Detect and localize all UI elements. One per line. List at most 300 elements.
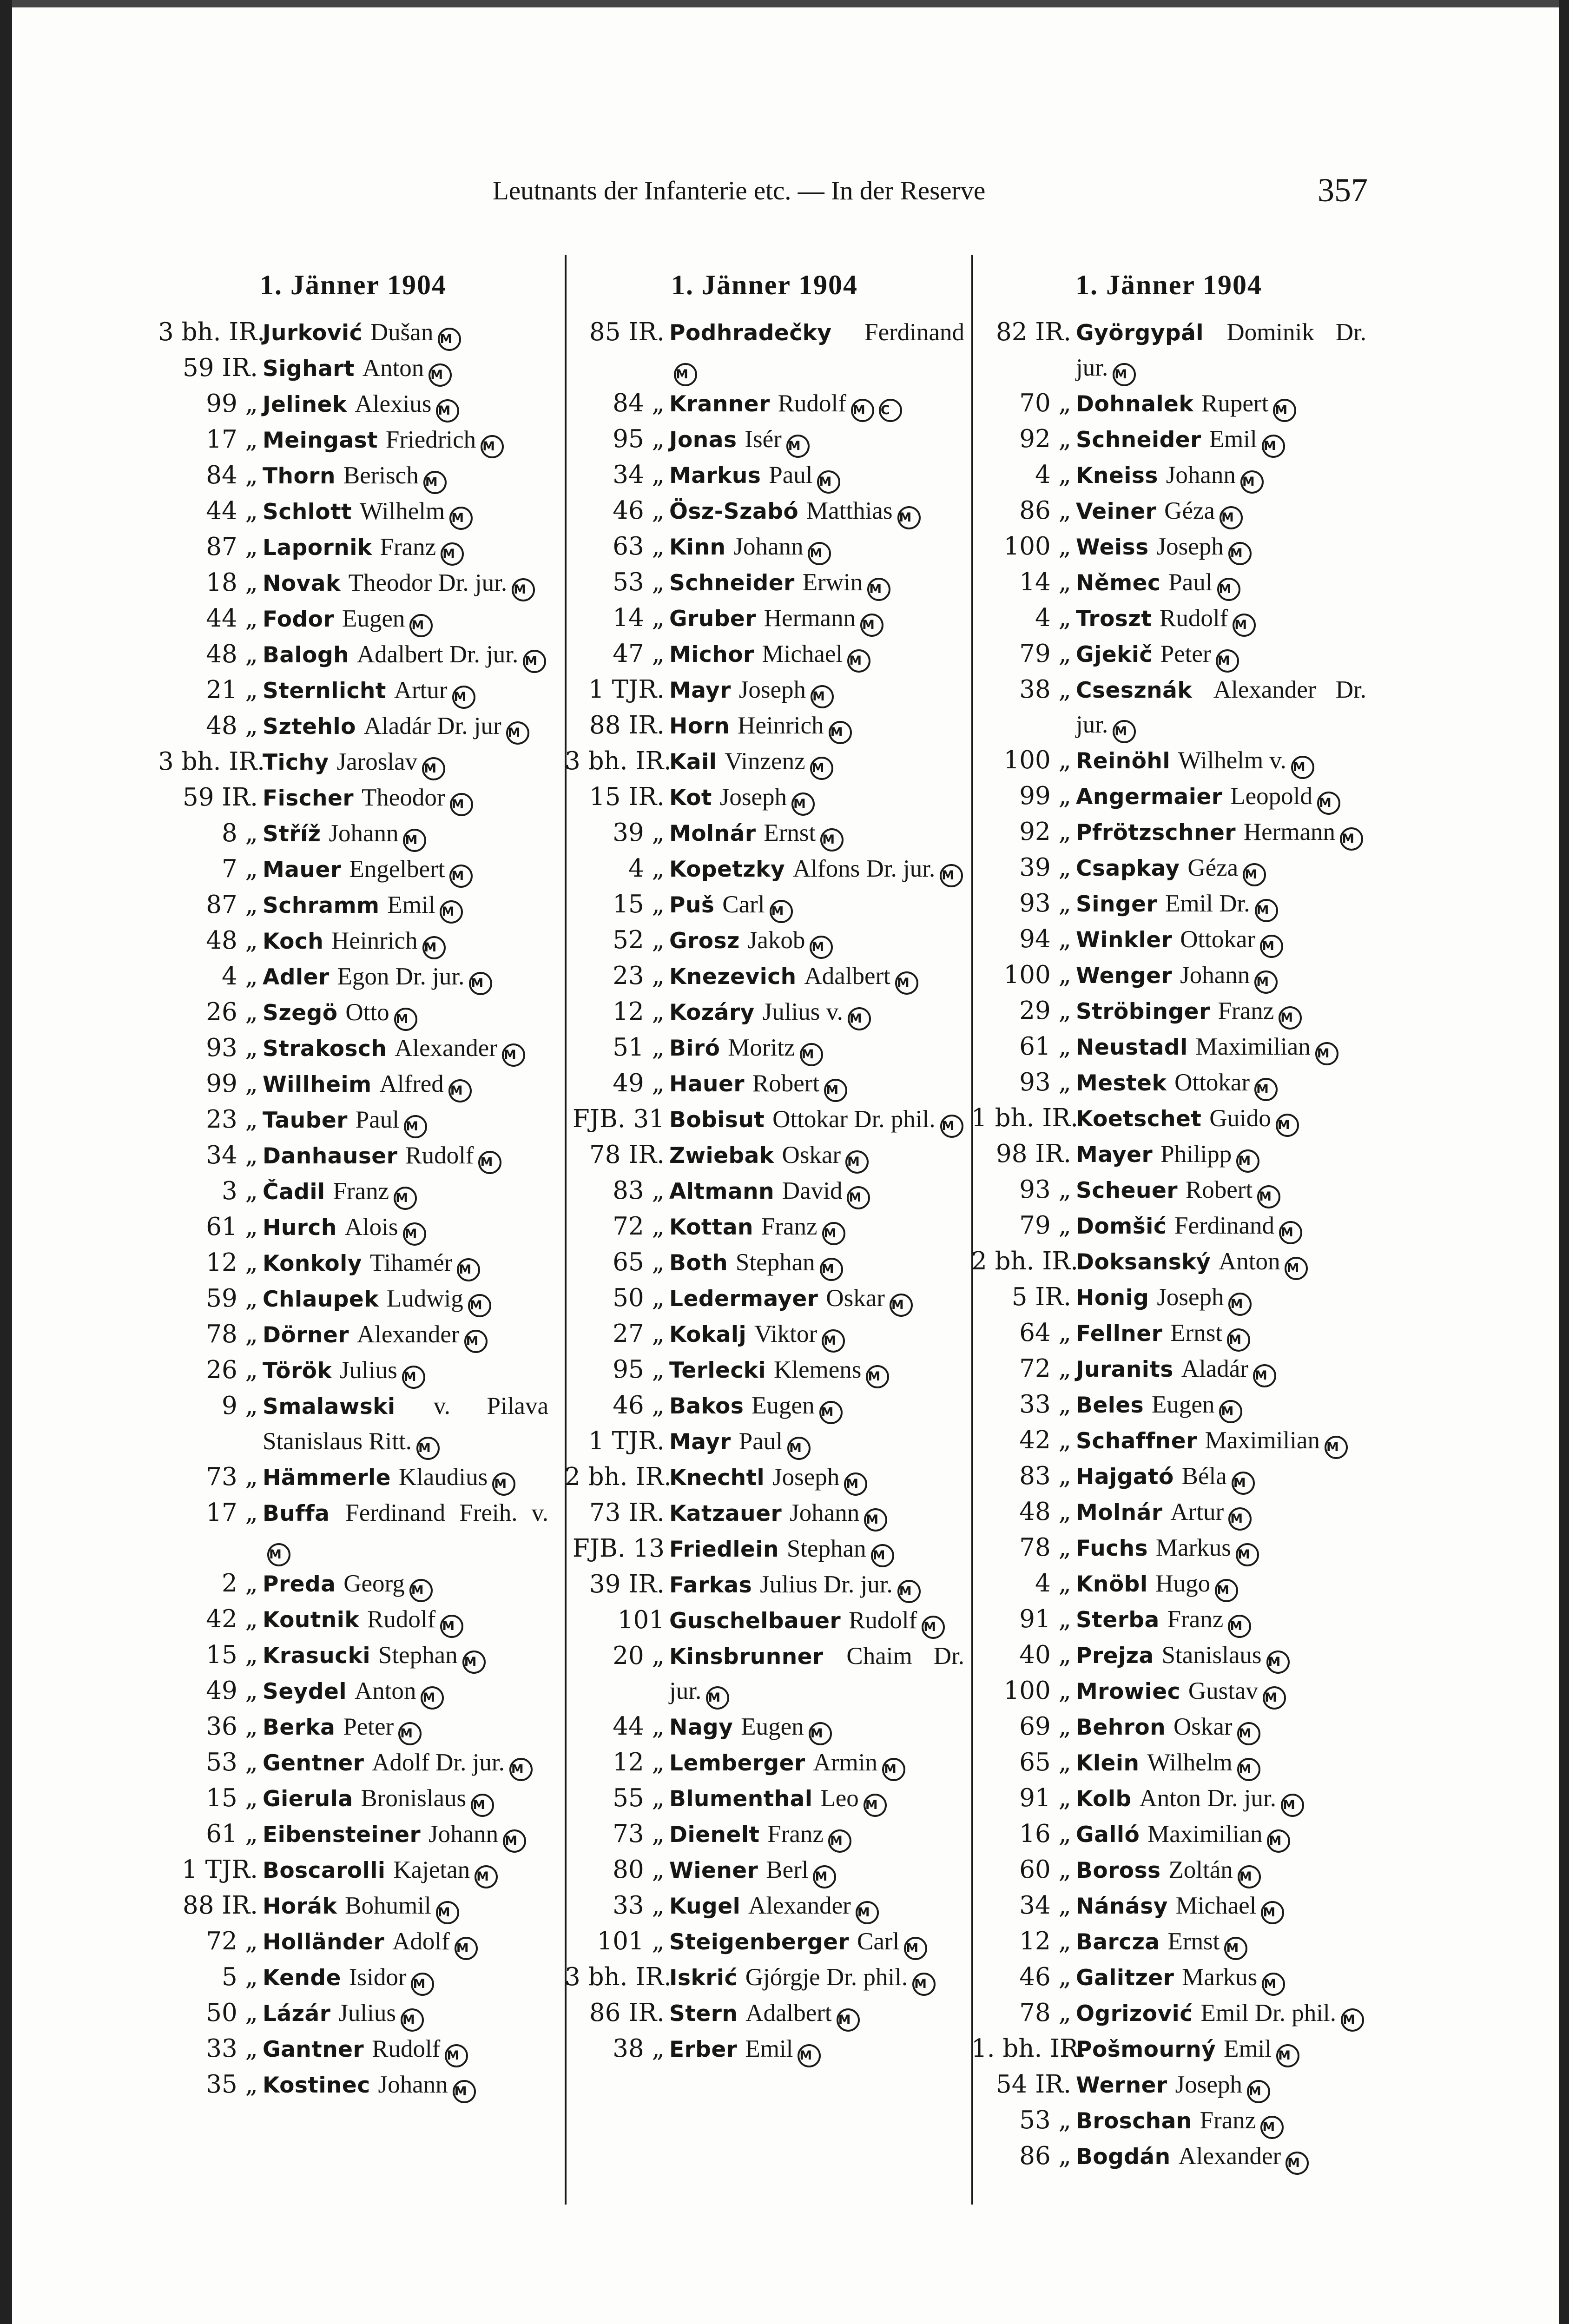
- circled-letter-icon: M: [398, 1722, 422, 1745]
- entry-text: [669, 1424, 964, 1460]
- circled-letter-icon: M: [441, 542, 464, 566]
- officer-entry: [158, 709, 548, 745]
- surname: Knöbl: [1076, 1571, 1148, 1597]
- officer-entry: [971, 994, 1366, 1030]
- circled-letter-icon: M: [810, 757, 833, 780]
- regiment-label: 94 „: [1019, 925, 1071, 953]
- regiment-label: 48 „: [206, 640, 258, 668]
- regiment-label: 33 „: [206, 2034, 258, 2063]
- given-name: Adalbert Dr. jur.: [356, 641, 519, 668]
- surname: Chlaupek: [263, 1287, 379, 1312]
- given-name: Johann: [1166, 461, 1236, 489]
- entry-text: [669, 1138, 964, 1174]
- surname: Gierula: [263, 1786, 353, 1812]
- surname: Bogdán: [1076, 2144, 1171, 2170]
- surname: Doksanský: [1076, 1249, 1211, 1275]
- entry-text: [263, 1353, 548, 1389]
- entry-text: [263, 709, 548, 745]
- regiment-label: 51 „: [613, 1033, 665, 1062]
- circled-letter-icon: M: [475, 1865, 498, 1888]
- entry-text: [1076, 743, 1366, 779]
- given-name: Julius: [338, 2000, 396, 2027]
- circled-letter-icon: M: [706, 1686, 729, 1710]
- regiment-label: 3 bh. IR.: [158, 747, 265, 776]
- surname: Csapkay: [1076, 856, 1180, 881]
- entry-text: [263, 1566, 548, 1602]
- entry-text: [1076, 922, 1366, 958]
- surname: Guschelbauer: [669, 1608, 841, 1634]
- circled-letter-icon: M: [897, 1580, 921, 1603]
- surname: Ströbinger: [1076, 999, 1210, 1024]
- circled-letter-icon: M: [449, 507, 473, 530]
- regiment-label: 49 „: [613, 1069, 665, 1097]
- circled-letter-icon: M: [478, 1151, 501, 1174]
- given-name: Franz: [767, 1821, 824, 1848]
- officer-entry: [565, 780, 964, 816]
- entry-text: [263, 458, 548, 494]
- officer-entry: [971, 1030, 1366, 1065]
- regiment-label: 12 „: [1019, 1927, 1071, 1955]
- given-name: Adolf Dr. jur.: [372, 1749, 505, 1776]
- given-name: Hermann: [1243, 819, 1336, 845]
- surname: Jonas: [669, 427, 737, 453]
- entry-text: [1076, 1065, 1366, 1101]
- officer-entry: [565, 565, 964, 601]
- officer-entry: [971, 1459, 1366, 1495]
- circled-letter-icon: M: [455, 1937, 478, 1960]
- surname: Dörner: [263, 1322, 349, 1348]
- entry-list: [565, 315, 964, 2067]
- regiment-label: 100 „: [1003, 1677, 1071, 1705]
- entry-text: [1076, 1101, 1366, 1137]
- surname: Gantner: [263, 2037, 364, 2062]
- entry-text: [1076, 1244, 1366, 1280]
- regiment-label: 33 „: [613, 1891, 665, 1920]
- given-name: Erwin: [802, 568, 863, 596]
- regiment-label: 84 „: [613, 389, 665, 417]
- officer-entry: [565, 1853, 964, 1888]
- circled-letter-icon: M: [436, 1901, 459, 1924]
- surname: Gruber: [669, 606, 756, 632]
- circled-letter-icon: M: [1341, 2008, 1364, 2032]
- given-name: Johann: [429, 1821, 499, 1848]
- regiment-label: 79 „: [1019, 639, 1071, 668]
- given-name: Maximilian: [1147, 1821, 1263, 1848]
- entry-text: [263, 1138, 548, 1174]
- given-name: Markus: [1155, 1534, 1231, 1561]
- circled-letter-icon: M: [1254, 971, 1278, 994]
- officer-entry: [158, 2032, 548, 2067]
- circled-letter-icon: M: [860, 614, 883, 637]
- officer-entry: [158, 2067, 548, 2103]
- entry-text: [263, 1317, 548, 1353]
- officer-entry: [158, 530, 548, 566]
- circled-letter-icon: M: [1217, 578, 1240, 601]
- circled-letter-icon: M: [1232, 1472, 1255, 1495]
- surname: Wenger: [1076, 963, 1173, 989]
- regiment-label: 7 „: [221, 855, 258, 883]
- circled-letter-icon: M: [492, 1472, 515, 1496]
- regiment-label: 98 IR.: [996, 1140, 1071, 1168]
- regiment-label: 92 „: [1019, 818, 1071, 846]
- given-name: Friedrich: [385, 426, 476, 453]
- surname: Kinsbrunner: [669, 1644, 824, 1670]
- surname: Hämmerle: [263, 1465, 391, 1491]
- regiment-label: 61 „: [1019, 1032, 1071, 1061]
- regiment-label: 2 „: [221, 1569, 258, 1598]
- entry-text: [1076, 958, 1366, 994]
- given-name: David: [782, 1177, 843, 1204]
- officer-entry: [158, 1138, 548, 1174]
- officer-entry: [971, 601, 1366, 637]
- regiment-label: 86 „: [1019, 2142, 1071, 2170]
- officer-entry: [565, 923, 964, 959]
- given-name: Tihamér: [369, 1249, 453, 1276]
- given-name: Franz: [761, 1213, 817, 1240]
- surname: Seydel: [263, 1679, 347, 1704]
- given-name: Isér: [745, 425, 782, 453]
- given-name: Oskar: [1173, 1713, 1233, 1740]
- regiment-label: 39 „: [1019, 853, 1071, 882]
- entry-text: [263, 494, 548, 530]
- officer-entry: [565, 1745, 964, 1781]
- given-name: Alexander: [748, 1892, 851, 1919]
- surname: Barcza: [1076, 1929, 1160, 1955]
- column-3: [971, 269, 1366, 2175]
- circled-letter-icon: M: [464, 1330, 488, 1353]
- circled-letter-icon: M: [890, 1294, 913, 1317]
- given-name: Rudolf: [849, 1606, 917, 1634]
- officer-entry: [971, 958, 1366, 994]
- surname: Gjekič: [1076, 641, 1153, 667]
- surname: Danhauser: [263, 1143, 398, 1169]
- officer-entry: [565, 1281, 964, 1317]
- regiment-label: 59 IR.: [183, 783, 258, 812]
- given-name: Artur: [394, 677, 448, 704]
- surname: Dienelt: [669, 1822, 760, 1848]
- given-name: Franz: [1167, 1606, 1224, 1633]
- given-name: Anton: [362, 355, 424, 382]
- given-name: Isidor: [349, 1964, 407, 1991]
- regiment-label: 63 „: [613, 532, 665, 561]
- entry-text: [1076, 494, 1366, 529]
- circled-letter-icon: M: [819, 1401, 843, 1424]
- entry-text: [1076, 1602, 1366, 1638]
- officer-entry: [565, 1174, 964, 1209]
- regiment-label: 49 „: [206, 1677, 258, 1705]
- given-name: Anton Dr. jur.: [1139, 1785, 1276, 1812]
- surname: Molnár: [669, 820, 756, 846]
- regiment-label: 87 „: [206, 533, 258, 561]
- officer-entry: [158, 816, 548, 852]
- circled-letter-icon: M: [1215, 1579, 1238, 1602]
- officer-entry: [565, 1781, 964, 1817]
- circled-letter-icon: M: [438, 328, 461, 351]
- surname: Koetschet: [1076, 1106, 1202, 1132]
- regiment-label: 61 „: [206, 1213, 258, 1241]
- regiment-label: 73 „: [613, 1820, 665, 1848]
- surname: Boscarolli: [263, 1858, 386, 1883]
- regiment-label: 80 „: [613, 1855, 665, 1884]
- surname: Strakosch: [263, 1036, 387, 1062]
- regiment-label: 91 „: [1019, 1605, 1071, 1633]
- given-name: Moritz: [728, 1034, 795, 1061]
- surname: Tauber: [263, 1108, 348, 1133]
- officer-entry: [565, 1496, 964, 1532]
- entry-text: [669, 1745, 964, 1781]
- circled-letter-icon: M: [449, 865, 473, 888]
- given-name: Zoltán: [1168, 1856, 1233, 1883]
- given-name: Emil: [745, 2035, 793, 2062]
- circled-letter-icon: M: [421, 1686, 444, 1710]
- regiment-label: 72 „: [206, 1927, 258, 1955]
- running-header: Leutnants der Infanterie etc. — In der Reserve: [493, 176, 986, 205]
- given-name: Béla: [1181, 1463, 1227, 1490]
- given-name: Rudolf: [778, 390, 846, 417]
- regiment-label: 34 „: [1019, 1891, 1071, 1920]
- surname: Reinöhl: [1076, 748, 1170, 774]
- given-name: Stephan: [786, 1535, 866, 1562]
- given-name: Wilhelm v.: [1178, 747, 1286, 774]
- regiment-label: 53 „: [1019, 2106, 1071, 2134]
- circled-letter-icon: M: [1254, 1078, 1278, 1101]
- officer-entry: [158, 1602, 548, 1638]
- officer-entry: [971, 1244, 1366, 1280]
- given-name: Alfons Dr. jur.: [792, 855, 936, 882]
- officer-entry: [565, 708, 964, 744]
- entry-text: [1076, 458, 1366, 494]
- regiment-label: 42 „: [1019, 1426, 1071, 1454]
- surname: Hajgató: [1076, 1464, 1174, 1490]
- surname: Horn: [669, 713, 730, 739]
- surname: Konkoly: [263, 1251, 362, 1276]
- surname: Klein: [1076, 1750, 1140, 1776]
- given-name: Bronislaus: [361, 1785, 467, 1812]
- entry-text: [1076, 1996, 1366, 2032]
- circled-letter-icon: M: [394, 1187, 417, 1210]
- circled-letter-icon: M: [809, 1722, 832, 1745]
- regiment-label: 100 „: [1003, 532, 1071, 561]
- regiment-label: 33 „: [1019, 1390, 1071, 1419]
- given-name: Eugen: [1152, 1391, 1215, 1418]
- officer-entry: [971, 1853, 1366, 1888]
- surname: Domšić: [1076, 1214, 1167, 1239]
- regiment-label: 59 „: [206, 1284, 258, 1313]
- entry-text: [669, 1710, 964, 1745]
- circled-letter-icon: M: [1279, 1221, 1302, 1244]
- entry-text: [669, 529, 964, 565]
- surname: Ösz-Szabó: [669, 498, 799, 524]
- given-name: Ernst: [1170, 1320, 1223, 1347]
- officer-entry: [565, 1030, 964, 1066]
- circled-letter-icon: M: [904, 1937, 927, 1960]
- officer-entry: [158, 1067, 548, 1103]
- officer-entry: [565, 386, 964, 422]
- surname: Sterba: [1076, 1607, 1160, 1633]
- given-name: Peter: [1160, 640, 1211, 667]
- officer-entry: [158, 780, 548, 816]
- entry-text: [1076, 2067, 1366, 2103]
- entry-text: [1076, 1924, 1366, 1960]
- entry-text: [1076, 1817, 1366, 1853]
- circled-letter-icon: M: [1266, 1651, 1290, 1674]
- surname: Kneiss: [1076, 462, 1158, 489]
- regiment-label: 79 „: [1019, 1211, 1071, 1240]
- given-name: Jaroslav: [336, 748, 418, 775]
- surname: Kostinec: [263, 2073, 370, 2098]
- surname: Fellner: [1076, 1321, 1163, 1347]
- entry-text: [669, 708, 964, 744]
- circled-letter-icon: M: [423, 471, 447, 494]
- entry-text: [263, 1674, 548, 1710]
- regiment-label: 9 „: [221, 1392, 258, 1420]
- entry-text: [669, 2032, 964, 2067]
- entry-text: [263, 816, 548, 852]
- given-name: Heinrich: [738, 712, 824, 739]
- given-name: Joseph: [1157, 1284, 1224, 1311]
- entry-text: [669, 1460, 964, 1496]
- given-name: Theodor Dr. jur.: [348, 569, 508, 596]
- entry-text: [263, 852, 548, 888]
- given-name: Stephan: [378, 1642, 458, 1669]
- given-name: Alexander: [356, 1321, 460, 1348]
- given-name: Joseph: [1175, 2071, 1242, 2098]
- given-name: Aladár: [1181, 1355, 1248, 1382]
- given-name: Dominik Dr. jur.: [1076, 319, 1366, 381]
- entry-text: [669, 1888, 964, 1924]
- surname: Juranits: [1076, 1357, 1173, 1382]
- entry-text: [1076, 1387, 1366, 1423]
- scan-edge-top: [0, 0, 1569, 7]
- given-name: Ferdinand: [864, 319, 964, 346]
- given-name: Emil Dr.: [1165, 890, 1250, 917]
- officer-entry: [565, 995, 964, 1030]
- surname: Singer: [1076, 891, 1158, 917]
- regiment-label: 34 „: [613, 460, 665, 489]
- entry-text: [1076, 2139, 1366, 2175]
- circled-letter-icon: M: [416, 1437, 440, 1460]
- circled-letter-icon: M: [897, 506, 921, 529]
- given-name: Rudolf: [405, 1142, 474, 1169]
- entry-text: [263, 637, 548, 673]
- given-name: Ferdinand: [1174, 1212, 1274, 1239]
- surname: Holländer: [263, 1929, 385, 1955]
- surname: Stern: [669, 2001, 738, 2027]
- surname: Kot: [669, 785, 712, 811]
- given-name: Maximilian: [1205, 1427, 1320, 1454]
- surname: Schneider: [1076, 427, 1201, 453]
- officer-entry: [971, 422, 1366, 458]
- given-name: Egon Dr. jur.: [337, 963, 465, 990]
- entry-text: [1076, 386, 1366, 422]
- surname: Broschan: [1076, 2108, 1192, 2134]
- officer-entry: [565, 1460, 964, 1496]
- surname: Fuchs: [1076, 1536, 1148, 1561]
- regiment-label: 86 „: [1019, 496, 1071, 525]
- circled-letter-icon: M: [828, 1829, 851, 1853]
- circled-letter-icon: M: [506, 721, 529, 745]
- officer-entry: [971, 386, 1366, 422]
- circled-letter-icon: M: [847, 649, 870, 673]
- given-name: Jakob: [747, 926, 805, 954]
- regiment-label: 100 „: [1003, 961, 1071, 989]
- entry-text: [669, 1066, 964, 1102]
- circled-letter-icon: M: [1113, 363, 1136, 386]
- circled-letter-icon: M: [856, 1901, 879, 1924]
- officer-entry: [971, 922, 1366, 958]
- officer-entry: [565, 959, 964, 995]
- regiment-label: 3 bh. IR.: [565, 1963, 672, 1991]
- circled-letter-icon: M: [1243, 863, 1266, 886]
- circled-letter-icon: M: [1233, 614, 1256, 637]
- surname: Grosz: [669, 928, 740, 954]
- entry-text: [669, 1924, 964, 1960]
- officer-entry: [971, 1387, 1366, 1423]
- regiment-label: 29 „: [1019, 997, 1071, 1025]
- regiment-label: 78 IR.: [589, 1140, 665, 1169]
- officer-entry: [158, 1888, 548, 1924]
- officer-entry: [158, 1853, 548, 1888]
- surname: Fodor: [263, 607, 335, 632]
- circled-letter-icon: M: [1220, 506, 1243, 529]
- entry-text: [1076, 1137, 1366, 1173]
- given-name: Alexander: [1178, 2143, 1281, 2170]
- regiment-label: 95 „: [613, 1355, 665, 1384]
- entry-text: [1076, 886, 1366, 922]
- given-name: Michael: [1175, 1892, 1257, 1919]
- given-name: Franz: [380, 534, 436, 561]
- entry-text: [669, 315, 964, 386]
- given-name: Hermann: [764, 604, 856, 632]
- regiment-label: 83 „: [613, 1176, 665, 1205]
- circled-letter-icon: M: [1291, 756, 1314, 779]
- given-name: Matthias: [806, 497, 893, 524]
- circled-letter-icon: M: [1285, 1257, 1308, 1280]
- regiment-label: 4 „: [221, 962, 258, 990]
- circled-letter-icon: M: [445, 2044, 468, 2067]
- circled-letter-icon: M: [448, 1079, 472, 1103]
- circled-letter-icon: M: [267, 1543, 290, 1566]
- regiment-label: 93 „: [1019, 1175, 1071, 1204]
- given-name: Theodor: [361, 784, 445, 811]
- given-name: Artur: [1170, 1499, 1224, 1525]
- surname: Novak: [263, 571, 341, 596]
- circled-letter-icon: M: [409, 1579, 433, 1602]
- given-name: Heinrich: [331, 927, 418, 954]
- circled-letter-icon: M: [822, 1222, 845, 1245]
- circled-letter-icon: M: [1262, 435, 1285, 458]
- entry-text: [669, 1209, 964, 1245]
- given-name: Ernst: [764, 819, 816, 846]
- officer-entry: [971, 1065, 1366, 1101]
- entry-text: [1076, 1280, 1366, 1316]
- regiment-label: 73 „: [206, 1462, 258, 1491]
- regiment-label: 60 „: [1019, 1855, 1071, 1884]
- given-name: Alois: [344, 1214, 398, 1241]
- officer-entry: [565, 852, 964, 887]
- surname: Katzauer: [669, 1500, 782, 1526]
- regiment-label: 91 „: [1019, 1784, 1071, 1812]
- officer-entry: [971, 1888, 1366, 1924]
- regiment-label: 12 „: [613, 997, 665, 1026]
- circled-letter-icon: M: [844, 1472, 867, 1496]
- surname: Galló: [1076, 1822, 1140, 1848]
- entry-text: [669, 887, 964, 923]
- entry-text: [1076, 1459, 1366, 1495]
- circled-letter-icon: M: [798, 2044, 821, 2067]
- given-name: Viktor: [754, 1320, 817, 1347]
- regiment-label: 23 „: [206, 1105, 258, 1134]
